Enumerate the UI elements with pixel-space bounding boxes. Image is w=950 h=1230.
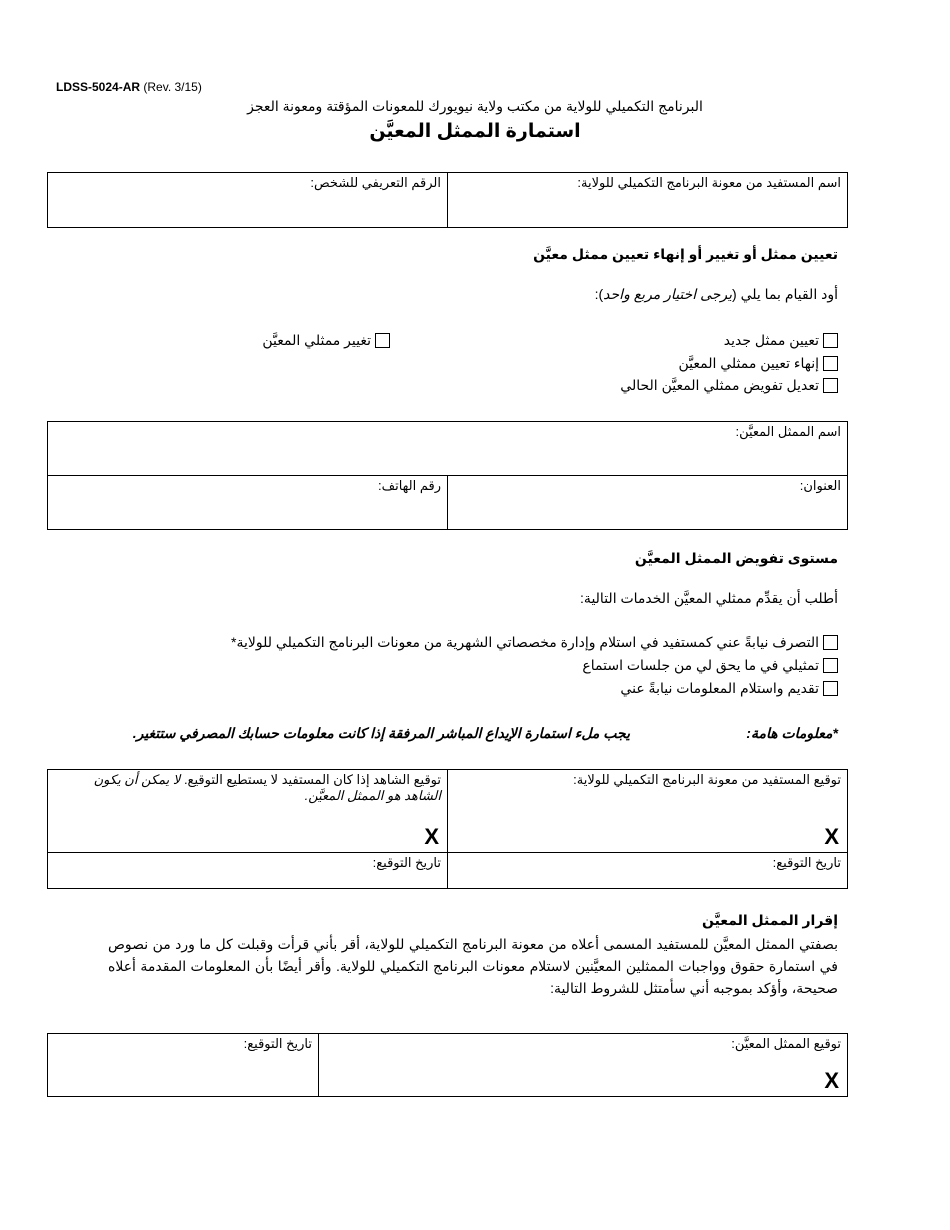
- option-change-rep[interactable]: [262, 332, 390, 349]
- service-information[interactable]: [620, 680, 838, 697]
- authority-request: أطلب أن يقدِّم ممثلي المعيَّن الخدمات التالية:: [580, 590, 838, 606]
- form-revision: (Rev. 3/15): [143, 80, 202, 94]
- acknowledgement-heading: إقرار الممثل المعيَّن: [701, 912, 838, 928]
- option-new-rep[interactable]: [724, 332, 838, 349]
- rep-signature-field[interactable]: [319, 1034, 848, 1097]
- designation-heading: تعيين ممثل أو تغيير أو إنهاء تعيين ممثل معيَّن: [533, 246, 838, 262]
- signature-box: [47, 769, 848, 889]
- new-rep-checkbox[interactable]: [823, 333, 838, 348]
- end-rep-checkbox[interactable]: [823, 356, 838, 371]
- notice-text: يجب ملء استمارة الإيداع المباشر المرفقة إذا كانت معلومات حسابك المصرفي ستتغير.: [132, 725, 630, 741]
- authority-heading: مستوى تفويض الممثل المعيَّن: [634, 550, 838, 566]
- notice-label: *معلومات هامة:: [746, 725, 838, 741]
- phone-field[interactable]: [48, 476, 448, 530]
- page-title: استمارة الممثل المعيَّن: [369, 121, 581, 142]
- service-manage-benefits[interactable]: [231, 634, 838, 651]
- service-label: تقديم واستلام المعلومات نيابةً عني: [620, 680, 819, 696]
- recipient-info-box: [47, 172, 848, 228]
- change-rep-checkbox[interactable]: [375, 333, 390, 348]
- hearings-checkbox[interactable]: [823, 658, 838, 673]
- option-label: إنهاء تعيين ممثلي المعيَّن: [678, 355, 819, 371]
- option-modify-rep[interactable]: [620, 377, 838, 394]
- recipient-name-field[interactable]: [448, 173, 848, 228]
- designation-instruction: أود القيام بما يلي (يرجى اختيار مربع واحد):: [594, 286, 838, 302]
- phone-label: رقم الهاتف:: [378, 478, 441, 493]
- recipient-signature-field[interactable]: [448, 770, 848, 853]
- information-checkbox[interactable]: [823, 681, 838, 696]
- acknowledgement-body: بصفتي الممثل المعيَّن للمستفيد المسمى أعلاه من معونة البرنامج التكميلي للولاية، أقر بأني قرأت وقبلت كل ما ورد من نصوص في استمارة حقوق وواجبات الممثلين المعيَّنين لاستلام معونات البرنامج التكميلي للولاية. وأقر أيضًا بأن المعلومات المقدمة أعلاه صحيحة، وأؤكد بموجبه أني سأمتثل للشروط التالية:: [108, 936, 838, 996]
- date-label: تاريخ التوقيع:: [372, 855, 441, 870]
- option-label: تعديل تفويض ممثلي المعيَّن الحالي: [620, 377, 819, 393]
- rep-info-box: [47, 421, 848, 530]
- address-label: العنوان:: [799, 478, 841, 493]
- manage-benefits-checkbox[interactable]: [823, 635, 838, 650]
- service-hearings[interactable]: [582, 657, 838, 674]
- person-id-label: الرقم التعريفي للشخص:: [310, 175, 441, 190]
- witness-date-field[interactable]: [48, 853, 448, 889]
- option-label: تعيين ممثل جديد: [723, 332, 819, 348]
- option-label: تغيير ممثلي المعيَّن: [262, 332, 371, 348]
- rep-signature-box: [47, 1033, 848, 1097]
- recipient-date-field[interactable]: [448, 853, 848, 889]
- modify-rep-checkbox[interactable]: [823, 378, 838, 393]
- witness-label: توقيع الشاهد إذا كان المستفيد لا يستطيع التوقيع. لا يمكن أن يكون الشاهد هو الممثل المعيَّن.: [93, 772, 441, 803]
- form-id: [56, 80, 202, 94]
- rep-name-field[interactable]: [48, 422, 848, 476]
- date-label: تاريخ التوقيع:: [243, 1036, 312, 1051]
- recipient-signature-label: توقيع المستفيد من معونة البرنامج التكميلي للولاية:: [573, 772, 841, 787]
- sign-here-mark: X: [824, 824, 839, 849]
- rep-date-field[interactable]: [48, 1034, 319, 1097]
- service-label: التصرف نيابةً عني كمستفيد في استلام وإدارة مخصصاتي الشهرية من معونات البرنامج التكميلي للولاية*: [231, 634, 819, 650]
- form-code: LDSS-5024-AR: [56, 80, 141, 94]
- service-label: تمثيلي في ما يحق لي من جلسات استماع: [582, 657, 819, 673]
- sign-here-mark: X: [424, 824, 439, 849]
- option-end-rep[interactable]: [678, 355, 838, 372]
- address-field[interactable]: [448, 476, 848, 530]
- rep-signature-label: توقيع الممثل المعيَّن:: [731, 1036, 841, 1051]
- rep-name-label: اسم الممثل المعيَّن:: [735, 424, 841, 439]
- person-id-field[interactable]: [48, 173, 448, 228]
- witness-signature-field[interactable]: [48, 770, 448, 853]
- recipient-name-label: اسم المستفيد من معونة البرنامج التكميلي للولاية:: [577, 175, 841, 190]
- agency-name: البرنامج التكميلي للولاية من مكتب ولاية نيويورك للمعونات المؤقتة ومعونة العجز: [247, 98, 703, 114]
- date-label: تاريخ التوقيع:: [772, 855, 841, 870]
- sign-here-mark: X: [824, 1068, 839, 1093]
